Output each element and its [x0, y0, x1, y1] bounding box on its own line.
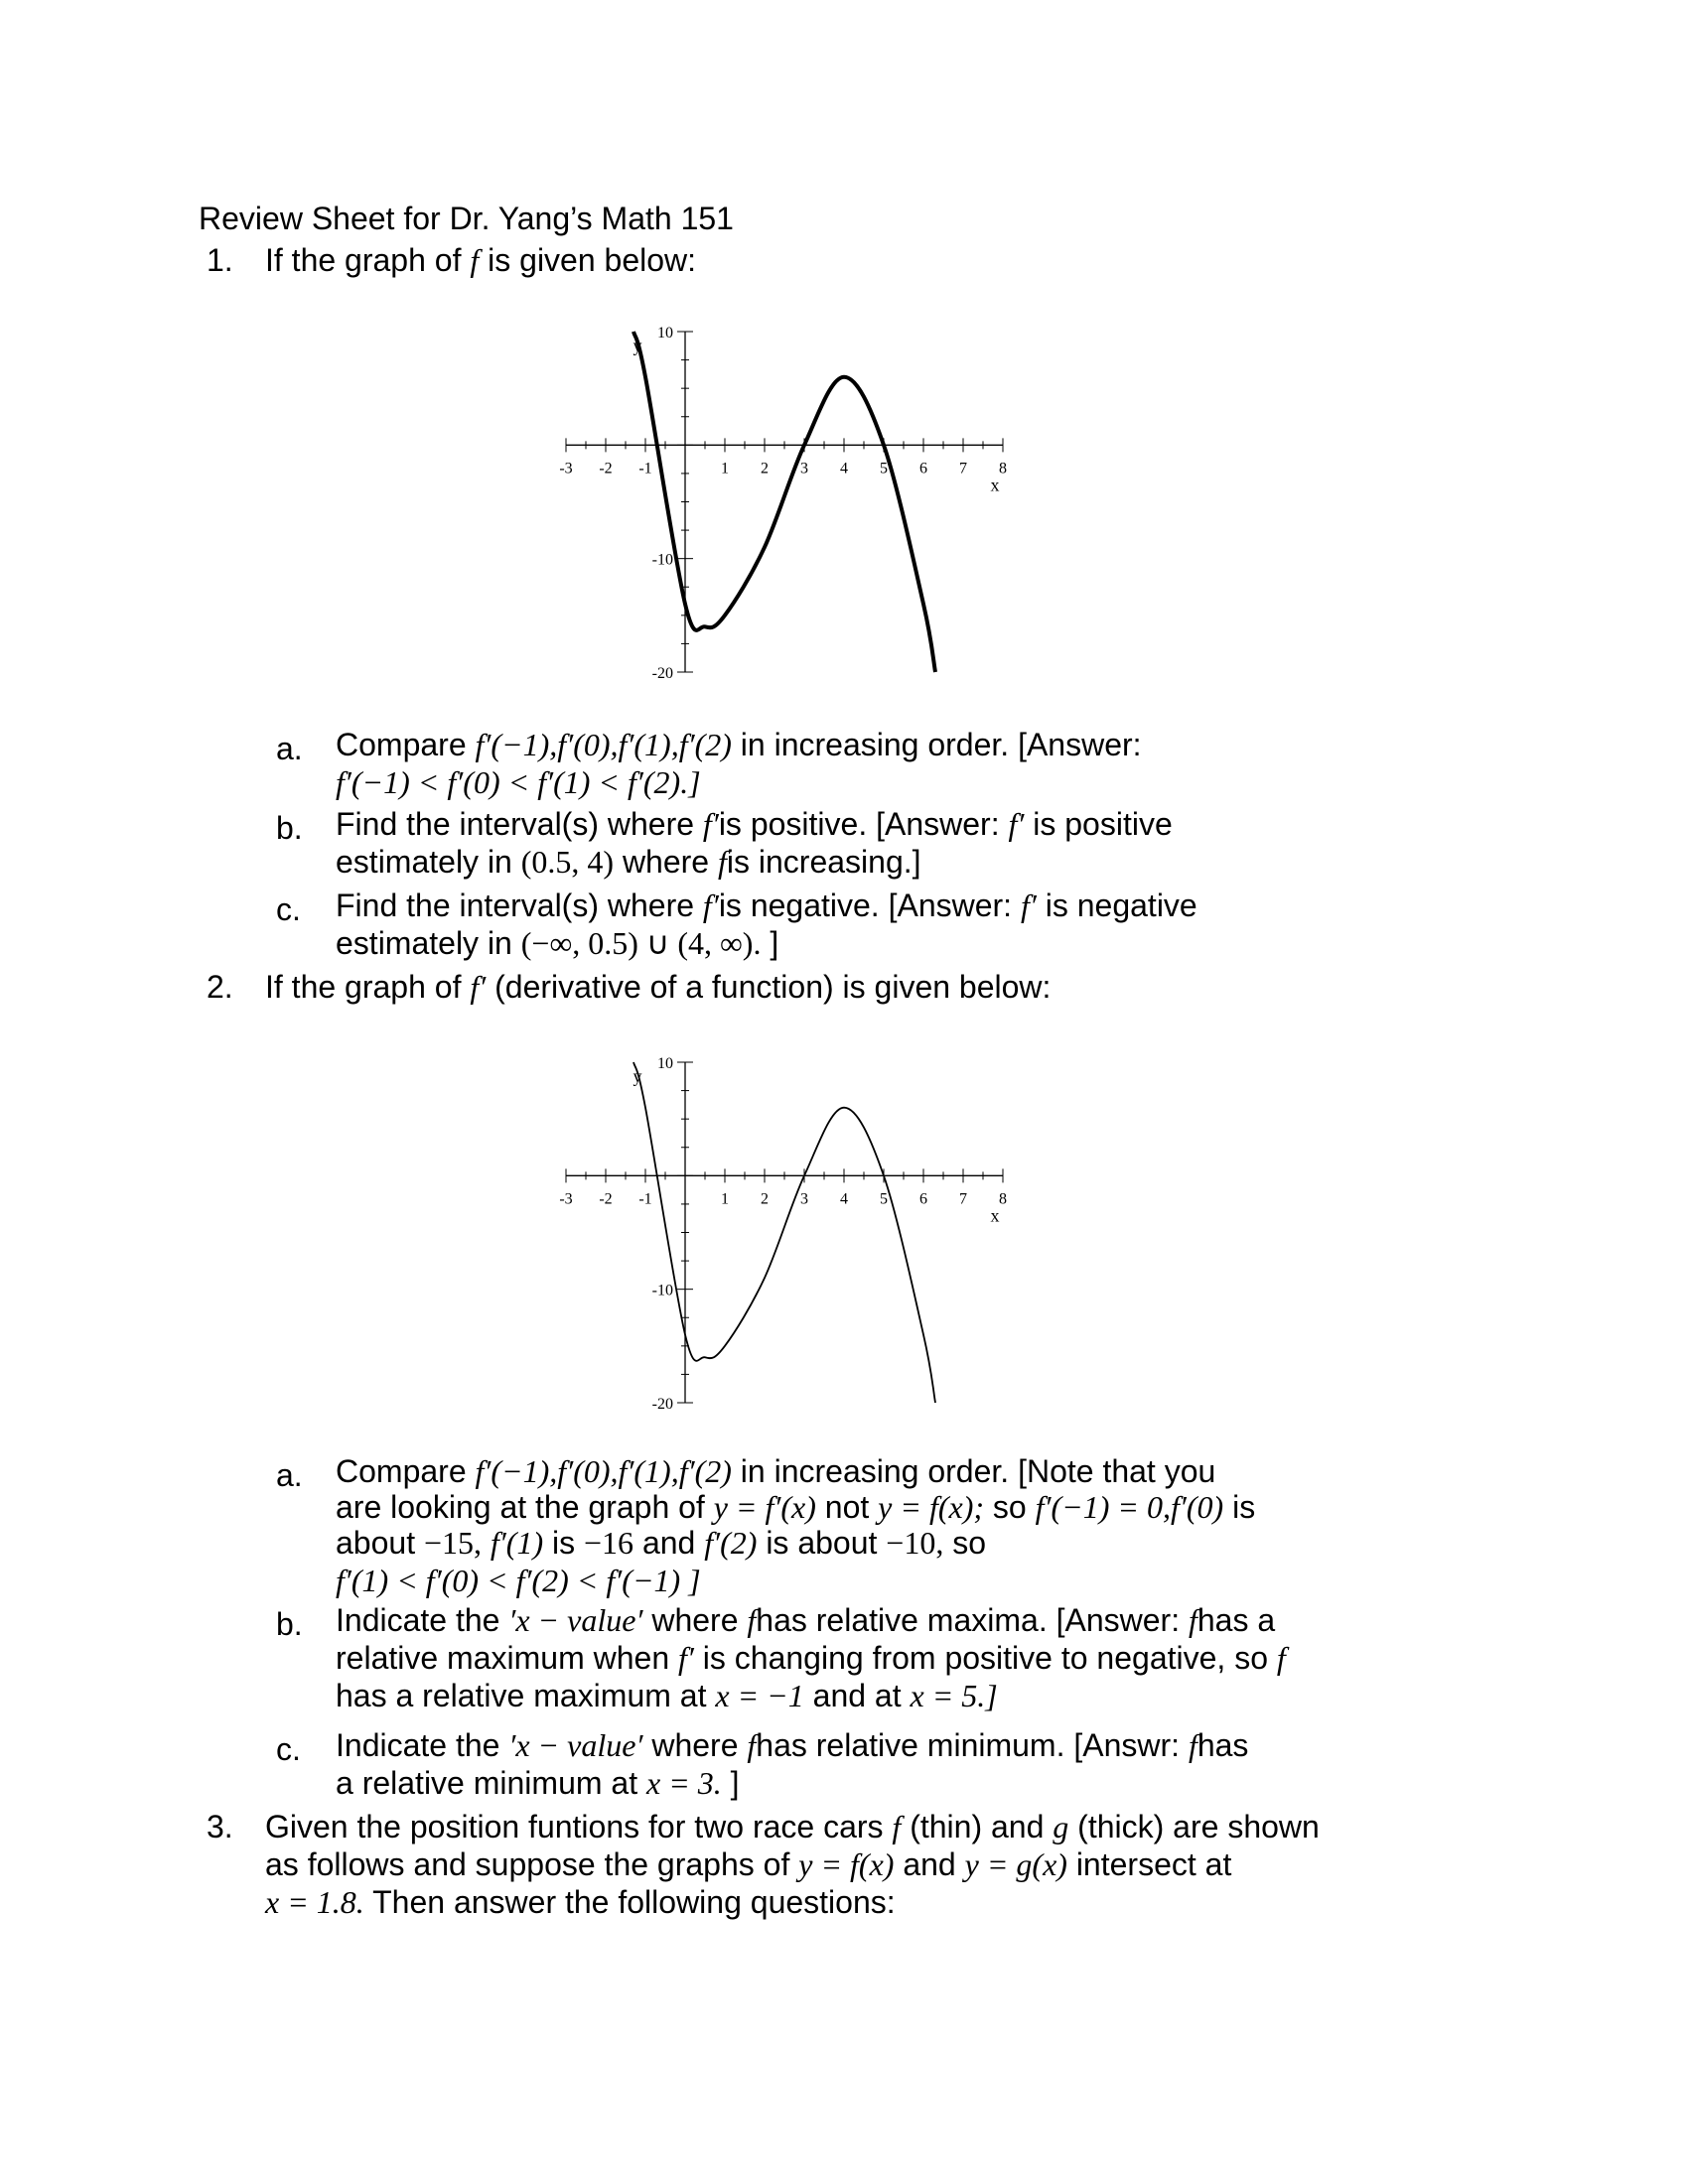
- x-tick-label: 1: [721, 460, 729, 478]
- question-2-text: If the graph of f′ (derivative of a function) is given below:: [265, 969, 1052, 1005]
- q2b-line1: Indicate the ′x − value′ where fhas relative maxima. [Answer: fhas a: [336, 1602, 1276, 1638]
- x-tick-label: -3: [559, 1190, 573, 1208]
- item-label: a.: [276, 1457, 303, 1493]
- q1c-line2: estimately in (−∞, 0.5) ∪ (4, ∞). ]: [336, 925, 779, 961]
- x-tick-label: 6: [919, 460, 927, 478]
- q2c-line2: a relative minimum at x = 3. ]: [336, 1765, 740, 1801]
- q2c-line1: Indicate the ′x − value′ where fhas relative minimum. [Answr: fhas: [336, 1727, 1249, 1763]
- q2b-line3: has a relative maximum at x = −1 and at x = 5.]: [336, 1678, 998, 1713]
- question-2-intro: [207, 969, 233, 1005]
- x-tick-label: 8: [999, 460, 1007, 478]
- q3-line2: as follows and suppose the graphs of y = f(x) and y = g(x) intersect at: [265, 1846, 1232, 1882]
- x-tick-label: 8: [999, 1190, 1007, 1208]
- y-axis-label: y: [633, 336, 642, 355]
- x-tick-label: -1: [638, 460, 652, 478]
- question-1-text: If the graph of f is given below:: [265, 242, 697, 278]
- x-tick-label: 6: [919, 1190, 927, 1208]
- y-tick-label: -20: [651, 1396, 673, 1413]
- x-tick-label: 5: [880, 1190, 888, 1208]
- q1c-line1: Find the interval(s) where f′is negative. [Answer: f′ is negative: [336, 887, 1197, 923]
- x-tick-label: 3: [800, 1190, 808, 1208]
- x-tick-label: -1: [638, 1190, 652, 1208]
- x-tick-label: 3: [800, 460, 808, 478]
- question-number: 1.: [207, 242, 233, 278]
- x-tick-label: 2: [761, 460, 769, 478]
- x-axis-label: x: [990, 475, 1000, 495]
- q1b-line1: Find the interval(s) where f′is positive. [Answer: f′ is positive: [336, 806, 1173, 842]
- q3-line3: x = 1.8. Then answer the following questions:: [265, 1884, 896, 1920]
- function-curve: [633, 332, 935, 672]
- x-tick-label: -2: [599, 1190, 613, 1208]
- q1b-line2: estimately in (0.5, 4) where fis increasing.]: [336, 844, 921, 880]
- graph-of-f-prime: [536, 1050, 1033, 1418]
- page-title: Review Sheet for Dr. Yang’s Math 151: [199, 201, 734, 236]
- x-tick-label: 4: [840, 1190, 848, 1208]
- item-label: c.: [276, 891, 301, 927]
- item-label: b.: [276, 1606, 303, 1642]
- question-1-intro: [207, 242, 233, 278]
- q2a-line4: f′(1) < f′(0) < f′(2) < f′(−1) ]: [336, 1563, 701, 1598]
- item-label: b.: [276, 810, 303, 846]
- x-tick-label: 5: [880, 460, 888, 478]
- q2a-line3: about −15, f′(1) is −16 and f′(2) is about −10, so: [336, 1525, 987, 1561]
- q3-line1: Given the position funtions for two race cars f (thin) and g (thick) are shown: [265, 1809, 1320, 1844]
- y-tick-label: -20: [651, 665, 673, 682]
- x-tick-label: -3: [559, 460, 573, 478]
- q1a-line2: f′(−1) < f′(0) < f′(1) < f′(2).]: [336, 764, 701, 800]
- x-tick-label: 2: [761, 1190, 769, 1208]
- item-label: c.: [276, 1731, 301, 1767]
- x-tick-label: -2: [599, 460, 613, 478]
- question-3-number: 3.: [207, 1809, 233, 1844]
- question-number: 2.: [207, 969, 233, 1005]
- y-tick-label: 10: [657, 325, 673, 341]
- q2a-line1: Compare f′(−1),f′(0),f′(1),f′(2) in increasing order. [Note that you: [336, 1453, 1216, 1489]
- x-tick-label: 7: [959, 460, 967, 478]
- x-axis-label: x: [990, 1205, 1000, 1226]
- x-tick-label: 1: [721, 1190, 729, 1208]
- x-tick-label: 7: [959, 1190, 967, 1208]
- function-curve: [633, 1062, 935, 1403]
- q1a-line1: Compare f′(−1),f′(0),f′(1),f′(2) in increasing order. [Answer:: [336, 727, 1142, 762]
- y-tick-label: 10: [657, 1055, 673, 1072]
- y-axis-label: y: [633, 1066, 642, 1086]
- item-label: a.: [276, 731, 303, 766]
- graph-of-f: [536, 320, 1033, 687]
- y-tick-label: -10: [651, 551, 673, 569]
- y-tick-label: -10: [651, 1282, 673, 1299]
- x-tick-label: 4: [840, 460, 848, 478]
- q2a-line2: are looking at the graph of y = f′(x) not y = f(x); so f′(−1) = 0,f′(0) is: [336, 1489, 1256, 1525]
- q2b-line2: relative maximum when f′ is changing from positive to negative, so f: [336, 1640, 1286, 1676]
